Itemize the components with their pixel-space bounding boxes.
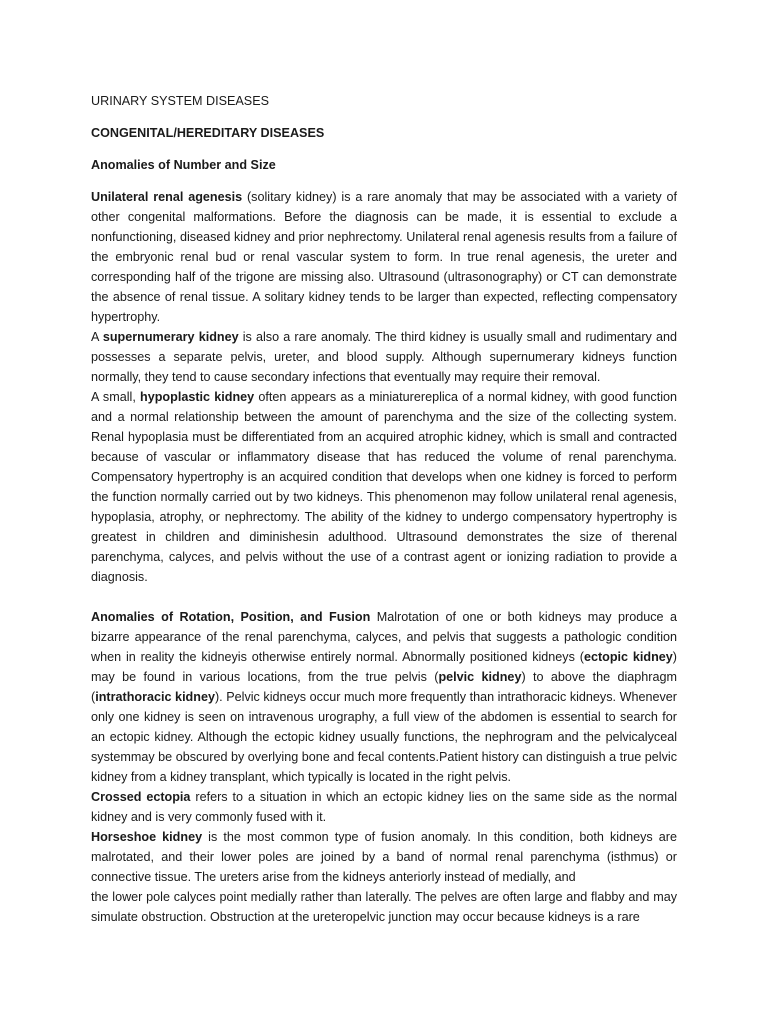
paragraph-lower-pole-calyces: the lower pole calyces point medially rather than laterally. The pelves are often large and flabby and may simulate obstruction. Obstruction at the ureteropelvic junction may occur because kidneys is a rare (91, 890, 677, 924)
term-rotation-position-fusion: Anomalies of Rotation, Position, and Fusion (91, 610, 371, 624)
section-heading-text: CONGENITAL/HEREDITARY DISEASES (91, 126, 325, 140)
term-horseshoe-kidney: Horseshoe kidney (91, 830, 203, 844)
section-heading (91, 123, 677, 143)
term-hypoplastic-kidney: hypoplastic kidney (140, 390, 255, 404)
paragraph-lead: A small, (91, 390, 141, 404)
term-crossed-ectopia: Crossed ectopia (91, 790, 191, 804)
term-intrathoracic-kidney: intrathoracic kidney (95, 690, 215, 704)
paragraph-hypoplastic-kidney (91, 387, 677, 587)
paragraph-lead: A (91, 330, 103, 344)
paragraph-horseshoe-kidney (91, 827, 677, 887)
paragraph-text: Malrotation of one or both kidneys may produce a bizarre appearance of the renal parenchyma, calyces, and pelvis that suggests a pathologic condition when in reality the kidneyis otherwise entirely normal. Abnormally positioned kidneys ( (91, 610, 677, 664)
paragraph-crossed-ectopia (91, 787, 677, 827)
paragraph-text: (solitary kidney) is a rare anomaly that may be associated with a variety of other congenital malformations. Before the diagnosis can be made, it is essential to exclude a nonfunctioning, diseased kidney and prior nephrectomy. Unilateral renal agenesis results from a failure of the embryonic renal bud or renal vascular system to form. In true renal agenesis, the ureter and corresponding half of the trigone are missing also. Ultrasound (ultrasonography) or CT can demonstrate the absence of renal tissue. A solitary kidney tends to be larger than expected, reflecting compensatory hypertrophy. (91, 190, 677, 324)
paragraph-text: ) to above the diaphragm ( (91, 670, 677, 704)
paragraph-text: is also a rare anomaly. The third kidney is usually small and rudimentary and possesses a separate pelvis, ureter, and blood supply. Although supernumerary kidneys function normally, they tend to cause secondary infections that eventually may require their removal. (91, 330, 677, 384)
subsection-heading-number-size (91, 155, 677, 175)
term-pelvic-kidney: pelvic kidney (438, 670, 522, 684)
term-ectopic-kidney: ectopic kidney (583, 650, 673, 664)
term-renal-agenesis: Unilateral renal agenesis (91, 190, 243, 204)
paragraph-rotation-position-fusion (91, 607, 677, 787)
paragraph-text: is the most common type of fusion anomaly. In this condition, both kidneys are malrotated, and their lower poles are joined by a band of normal renal parenchyma (isthmus) or connective tissue. The ureters arise from the kidneys anteriorly instead of medially, and (91, 830, 677, 884)
term-supernumerary-kidney: supernumerary kidney (102, 330, 239, 344)
paragraph-supernumerary-kidney (91, 327, 677, 387)
document-page (91, 91, 677, 927)
paragraph-text: refers to a situation in which an ectopic kidney lies on the same side as the normal kidney and is very commonly fused with it. (91, 790, 678, 824)
paragraph-text: often appears as a miniaturereplica of a normal kidney, with good function and a normal relationship between the amount of parenchyma and the size of the collecting system. Renal hypoplasia must be differentiated from an acquired atrophic kidney, which is small and contracted because of vascular or inflammatory disease that has reduced the volume of renal parenchyma. Compensatory hypertrophy is an acquired condition that develops when one kidney is forced to perform the function normally carried out by two kidneys. This phenomenon may follow unilateral renal agenesis, hypoplasia, atrophy, or nephrectomy. The ability of the kidney to undergo compensatory hypertrophy is greatest in children and diminishesin adulthood. Ultrasound demonstrates the size of therenal parenchyma, calyces, and pelvis without the use of a contrast agent or ionizing radiation to provide a diagnosis. (91, 390, 678, 584)
paragraph-text: ) may be found in various locations, from the true pelvis ( (91, 650, 677, 684)
document-title: URINARY SYSTEM DISEASES (91, 94, 269, 108)
paragraph-text: ). Pelvic kidneys occur much more frequently than intrathoracic kidneys. Whenever only one kidney is seen on intravenous urography, a full view of the abdomen is essential to search for an ectopic kidney. Although the ectopic kidney usually functions, the nephrogram and the pelvicalyceal systemmay be obscured by overlying bone and fecal contents.Patient history can distinguish a true pelvic kidney from a kidney transplant, which typically is located in the right pelvis. (91, 690, 677, 784)
paragraph-renal-agenesis (91, 187, 677, 327)
subsection-heading-text: Anomalies of Number and Size (91, 158, 276, 172)
